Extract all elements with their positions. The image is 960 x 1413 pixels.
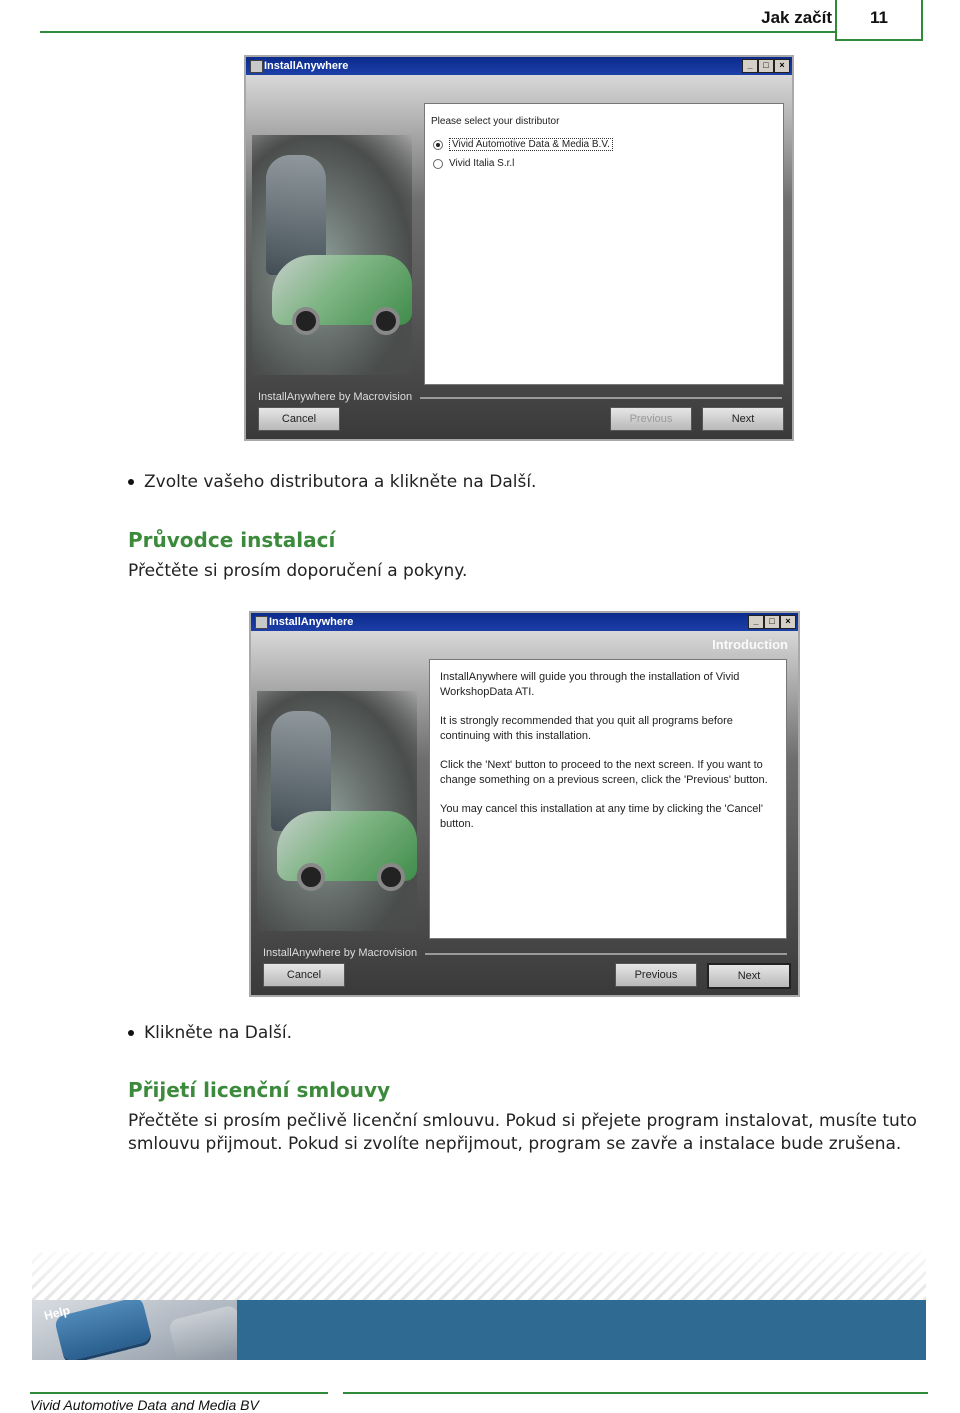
- option-label: Vivid Automotive Data & Media B.V.: [449, 138, 613, 151]
- installer-window-distributor: [244, 55, 794, 441]
- instruction-bullet: [128, 1023, 292, 1043]
- window-title: InstallAnywhere: [264, 60, 349, 72]
- installer-brand: InstallAnywhere by Macrovision: [258, 391, 413, 403]
- brand-divider: [420, 397, 782, 399]
- window-body: [251, 631, 798, 995]
- page-number: 11: [870, 8, 888, 27]
- footer-stripes: [32, 1252, 926, 1302]
- intro-paragraph: It is strongly recommended that you quit all programs before continuing with this installation.: [440, 715, 733, 742]
- header-rule: [40, 31, 835, 33]
- next-button[interactable]: Next: [702, 407, 784, 431]
- close-icon[interactable]: ×: [774, 59, 790, 73]
- footer-company: Vivid Automotive Data and Media BV: [30, 1397, 259, 1413]
- installer-window-introduction: [249, 611, 800, 997]
- section-heading: Průvodce instalací: [128, 528, 336, 552]
- window-title: InstallAnywhere: [269, 616, 354, 628]
- brand-divider: [425, 953, 787, 955]
- section-text: Přečtěte si prosím doporučení a pokyny.: [128, 561, 468, 581]
- footer-blue-bar: [237, 1300, 926, 1360]
- distributor-option-vivid-bv[interactable]: [433, 138, 613, 151]
- radio-selected-icon[interactable]: [433, 140, 443, 150]
- cancel-button[interactable]: Cancel: [258, 407, 340, 431]
- introduction-panel: [429, 659, 787, 939]
- distributor-prompt: Please select your distributor: [431, 116, 560, 127]
- chapter-title: Jak začít: [761, 8, 832, 27]
- footer-rule: [30, 1392, 328, 1394]
- instruction-text: Zvolte vašeho distributora a klikněte na Další.: [144, 472, 537, 492]
- previous-button[interactable]: Previous: [610, 407, 692, 431]
- intro-paragraph: InstallAnywhere will guide you through the installation of Vivid WorkshopData ATI.: [440, 671, 740, 698]
- footer-rule: [343, 1392, 928, 1394]
- section-heading: Přijetí licenční smlouvy: [128, 1078, 391, 1102]
- window-body: [246, 75, 792, 439]
- minimize-icon[interactable]: _: [742, 59, 758, 73]
- mechanic-car-illustration: [252, 135, 412, 375]
- option-label: Vivid Italia S.r.l: [449, 158, 515, 169]
- window-titlebar: [246, 57, 792, 75]
- keyboard-key-icon: [168, 1304, 237, 1360]
- radio-unselected-icon[interactable]: [433, 159, 443, 169]
- maximize-icon[interactable]: □: [758, 59, 774, 73]
- step-header: Introduction: [712, 637, 788, 652]
- app-icon: [250, 60, 263, 73]
- bullet-icon: [128, 1030, 134, 1036]
- mechanic-car-illustration: [257, 691, 417, 931]
- instruction-text: Klikněte na Další.: [144, 1023, 293, 1043]
- car-wheel: [372, 307, 400, 335]
- intro-paragraph: You may cancel this installation at any time by clicking the 'Cancel' button.: [440, 803, 763, 830]
- minimize-icon[interactable]: _: [748, 615, 764, 629]
- car-wheel: [292, 307, 320, 335]
- previous-button[interactable]: Previous: [615, 963, 697, 987]
- car-wheel: [377, 863, 405, 891]
- maximize-icon[interactable]: □: [764, 615, 780, 629]
- car-wheel: [297, 863, 325, 891]
- help-key-label: Help: [42, 1303, 72, 1323]
- window-titlebar: [251, 613, 798, 631]
- instruction-bullet: [128, 472, 536, 492]
- bullet-icon: [128, 479, 134, 485]
- section-text: Přečtěte si prosím pečlivě licenční smlouvu. Pokud si přejete program instalovat, musíte tuto smlouvu přijmout. Pokud si zvolíte nepřijmout, program se zavře a instalace bude zrušena.: [128, 1111, 917, 1154]
- distributor-option-vivid-italia[interactable]: [433, 158, 514, 169]
- app-icon: [255, 616, 268, 629]
- intro-paragraph: Click the 'Next' button to proceed to the next screen. If you want to change something on a previous screen, click the 'Previous' button.: [440, 759, 768, 786]
- installer-brand: InstallAnywhere by Macrovision: [263, 947, 418, 959]
- next-button[interactable]: Next: [707, 963, 791, 989]
- close-icon[interactable]: ×: [780, 615, 796, 629]
- cancel-button[interactable]: Cancel: [263, 963, 345, 987]
- distributor-panel: [424, 103, 784, 385]
